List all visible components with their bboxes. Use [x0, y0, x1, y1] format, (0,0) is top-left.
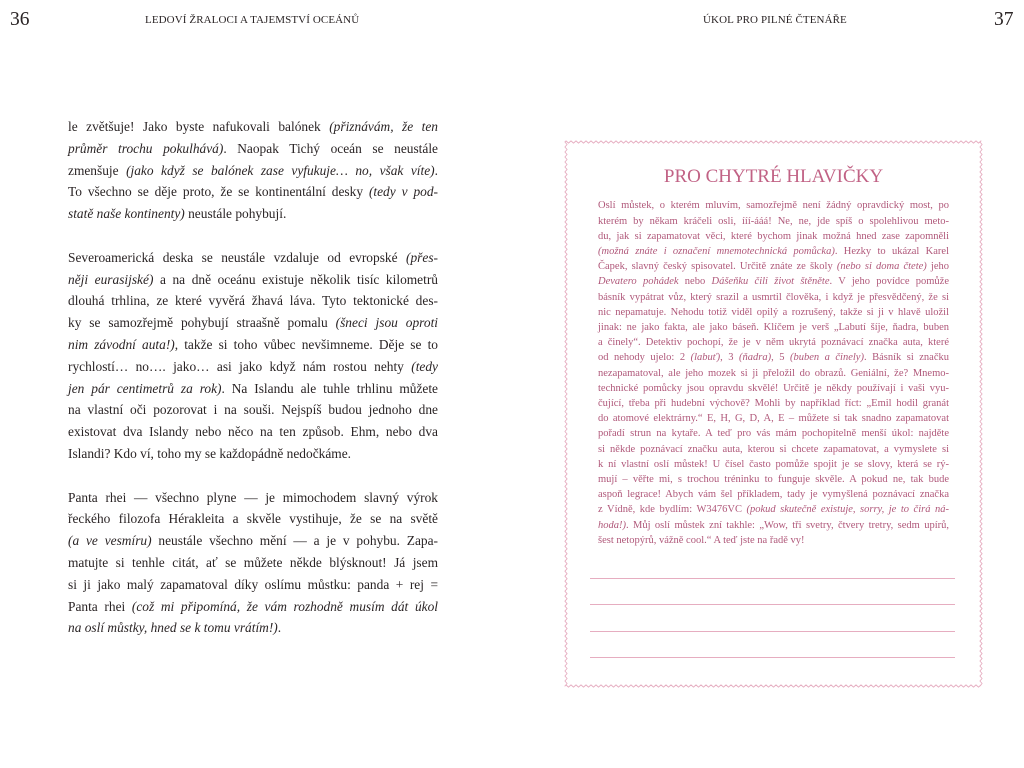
text-line — [68, 596, 438, 618]
text-run: . Na Islandu ale tuhle trhlinu můžete — [221, 380, 438, 396]
italic-text-run: Dášeňku čili život štěněte — [711, 276, 830, 288]
text-line — [68, 181, 438, 203]
text-run: šest netopýrů, vážně cool.“ A teď jste na řadě vy! — [598, 534, 805, 546]
italic-text-run: něji eurasijské) — [68, 271, 154, 287]
text-run: a činely“. Detektiv pochopí, že je v něm ukrytá poznávací značka auta, které — [598, 337, 949, 349]
italic-text-run: průměr trochu pokulhává) — [68, 140, 224, 156]
text-run: od nehody ujelo: 2 — [598, 352, 691, 364]
text-line — [68, 487, 438, 509]
text-line — [68, 574, 438, 596]
text-run: pořadí strun na kytaře. A teď pro vás mám pochopitelně menší úkol: najděte — [598, 428, 949, 440]
italic-text-run: (tedy v pod- — [368, 184, 438, 200]
italic-text-run: (přiznávám, že ten — [329, 119, 438, 134]
text-run: řeckého filozofa Hérakleita a skvěle vystihuje, že se na světě — [68, 511, 438, 527]
text-run: . Naopak Tichý oceán se neustále — [223, 140, 439, 156]
text-line — [598, 305, 949, 320]
text-line — [598, 502, 949, 517]
box-title: PRO CHYTRÉ HLAVIČKY — [663, 166, 884, 187]
text-run: Panta rhei — všechno plyne — je mimochodem slavný výrok — [68, 489, 438, 505]
text-line — [68, 203, 438, 225]
italic-text-run: (labuť) — [690, 352, 721, 364]
text-run: , 3 — [720, 352, 739, 364]
text-line — [598, 487, 949, 502]
italic-text-run: (jako když se balónek zase vyfukuje… no, však víte) — [126, 162, 435, 178]
text-run: jinak: ne jako fakta, ale jako báseň. Klíčem je verš „Labutí šíje, ňadra, buben — [598, 322, 949, 334]
text-run: mují – věřte mi, s trochou tréninku to funguje skvěle. A pokud ne, tak bude — [598, 474, 949, 486]
text-run: Čapek, slavný český spisovatel. Určitě znáte ze školy — [598, 261, 837, 273]
writing-line — [590, 657, 955, 683]
text-run: technické pomůcky jsou opravdu skvělé! Určitě je někdy používají i vaši vyu- — [598, 382, 949, 394]
italic-text-run: (tedy — [411, 358, 438, 374]
text-run: a na dně oceánu existuje několik tisíc kilometrů — [153, 271, 438, 287]
italic-text-run: (možná znáte i označení mnemotechnická pomůcka) — [598, 246, 835, 257]
writing-lines — [590, 578, 955, 683]
page-number: 36 — [10, 9, 30, 30]
text-run: ky se samozřejmě pohybují straašně pomalu — [68, 315, 336, 331]
text-line — [68, 421, 438, 443]
text-run: aspoň legrace! Abych vám šel příkladem, tady je vymyšlená poznávací značka — [598, 489, 949, 501]
text-run: k ní vlastní oslí můstek! U čísel často pomůže spojit je se slovy, která se rý- — [598, 458, 949, 470]
text-line — [598, 335, 949, 350]
text-line — [598, 533, 949, 548]
text-run: básník vypátrat vůz, který srazil a usmrtil člověka, i když je přesvědčený, že si — [598, 291, 949, 303]
text-run: Panta rhei — [68, 598, 132, 614]
text-run: neustále všechno mění — a je v pohybu. Zapa- — [151, 533, 438, 549]
running-head: LEDOVÍ ŽRALOCI A TAJEMSTVÍ OCEÁNŮ — [145, 14, 360, 26]
text-run: Severoamerická deska se neustále vzdaluje od evropské — [68, 249, 407, 265]
text-run: si někde poznávací značku auta, kterou si chcete zapamatovat, a vymyslete si — [598, 443, 949, 455]
right-page — [512, 0, 1024, 768]
text-run: nezapamatoval, ale jeho mozek si ji přeložil do obrazů. Geniální, že? Mnemo- — [598, 367, 949, 379]
text-run: si ji jako malý zapamatoval díky oslímu můstku: panda + rej = — [68, 576, 438, 592]
text-line — [68, 290, 438, 312]
text-run: . Básník si značku — [863, 352, 949, 364]
text-line — [598, 426, 949, 441]
text-line — [598, 411, 949, 426]
text-line — [68, 356, 438, 378]
text-run: jeho — [926, 261, 949, 273]
text-line — [68, 378, 438, 400]
text-line — [68, 116, 438, 138]
tip-box — [564, 140, 983, 688]
text-run: Islandi? Kdo ví, toho my se každopádně nedočkáme. — [68, 445, 351, 461]
text-run: na vlastní oči pozorovat i na souši. Nejspíš budou jednoho dne — [68, 402, 438, 418]
text-line — [598, 274, 949, 289]
text-line — [598, 244, 949, 259]
text-run: z Vídně, kde bydlím: W3476VC — [598, 504, 747, 516]
text-run: , takže si toho vůbec nevšimneme. Děje se to — [174, 336, 438, 352]
italic-text-run: (přes- — [406, 249, 438, 265]
text-line — [68, 247, 438, 269]
text-line — [598, 366, 949, 381]
text-line — [68, 160, 438, 182]
text-line — [598, 350, 949, 365]
text-line — [68, 530, 438, 552]
text-run: Oslí můstek, o kterém mluvím, samozřejmě není žádný opravdický most, po — [598, 200, 949, 212]
text-line — [598, 442, 949, 457]
text-run: . Můj oslí můstek zní takhle: „Wow, tři svetry, čtvery tretry, sedm upírů, — [626, 519, 949, 531]
body-text — [68, 116, 438, 661]
writing-line — [590, 578, 955, 604]
text-line — [68, 312, 438, 334]
text-run: . — [277, 620, 282, 636]
writing-line — [590, 604, 955, 630]
italic-text-run: nim závodní auta!) — [68, 336, 175, 352]
italic-text-run: (nebo si doma čtete) — [836, 261, 927, 273]
text-run: neustále pohybují. — [184, 206, 287, 222]
text-line — [68, 399, 438, 421]
text-line — [68, 138, 438, 160]
paragraph — [68, 116, 438, 225]
writing-line — [590, 631, 955, 657]
italic-text-run: (buben a činely) — [789, 352, 864, 364]
page-number: 37 — [994, 9, 1014, 30]
text-run: nic nepamatuje. Nehodu totiž viděl opilý a rozrušený, takže si ji v hlavě uložil — [598, 306, 949, 318]
text-run: . — [434, 162, 438, 178]
text-line — [68, 508, 438, 530]
italic-text-run: jen pár centimetrů za rok) — [68, 380, 222, 396]
text-run: do atomové elektrárny.“ E, H, G, D, A, E – můžete si tak snadno zapamatovat — [598, 413, 949, 425]
text-line — [598, 290, 949, 305]
text-run: zmenšuje — [68, 162, 127, 178]
text-run: existovat dva Islandy nebo něco na ten způsob. Ehm, nebo dva — [68, 424, 438, 440]
text-line — [598, 198, 949, 213]
text-run: čující, třeba při hudební výchově? Mohli by například říct: „Emil hodil granát — [598, 398, 949, 410]
paragraph — [68, 487, 438, 640]
paragraph — [68, 247, 438, 465]
text-run: To všechno se děje proto, že se kontinentální desky — [68, 184, 369, 200]
text-line — [598, 229, 949, 244]
text-line — [68, 552, 438, 574]
text-line — [68, 443, 438, 465]
text-run: rychlostí… no…. jako… asi jako když nám rostou nehty — [68, 358, 412, 374]
text-line — [68, 617, 438, 639]
italic-text-run: hoda!) — [598, 519, 626, 531]
italic-text-run: na oslí můstky, hned se k tomu vrátím!) — [68, 620, 278, 636]
text-line — [598, 320, 949, 335]
italic-text-run: statě naše kontinenty) — [68, 206, 185, 222]
text-run: matujte si tenhle citát, ať se můžete někde blýsknout! Já jsem — [68, 554, 438, 570]
text-line — [598, 472, 949, 487]
italic-text-run: (šneci jsou oproti — [335, 315, 439, 331]
text-run: , 5 — [771, 352, 790, 364]
text-run: . Hezky to ukázal Karel — [834, 246, 949, 257]
text-line — [598, 396, 949, 411]
italic-text-run: (což mi připomíná, že vám rozhodně musím dát úkol — [131, 598, 438, 614]
text-line — [598, 381, 949, 396]
text-run: kterém by někam kráčeli osli, ííí-ááá! Ne, ne, jde spíš o spolehlivou meto- — [598, 215, 949, 227]
text-run: nebo — [678, 276, 712, 288]
text-line — [598, 259, 949, 274]
text-line — [598, 518, 949, 533]
italic-text-run: (pokud skutečně existuje, sorry, je to čirá ná- — [746, 504, 949, 516]
italic-text-run: Devatero pohádek — [598, 276, 679, 288]
text-run: dlouhá trhlina, ze které vyvěrá žhavá láva. Tyto tektonické des- — [68, 293, 438, 309]
text-line — [598, 457, 949, 472]
text-run: du, jak si zapamatovat věci, které bychom jinak možná hned zase zapomněli — [598, 230, 949, 242]
text-line — [68, 334, 438, 356]
text-line — [598, 214, 949, 229]
text-run: . V jeho povídce pomůže — [829, 276, 950, 288]
text-run: le zvětšuje! Jako byste nafukovali balónek — [68, 119, 330, 134]
box-text — [598, 198, 949, 548]
italic-text-run: (ňadra) — [738, 352, 772, 364]
italic-text-run: (a ve vesmíru) — [68, 533, 152, 549]
running-head: ÚKOL PRO PILNÉ ČTENÁŘE — [703, 14, 847, 26]
text-line — [68, 269, 438, 291]
